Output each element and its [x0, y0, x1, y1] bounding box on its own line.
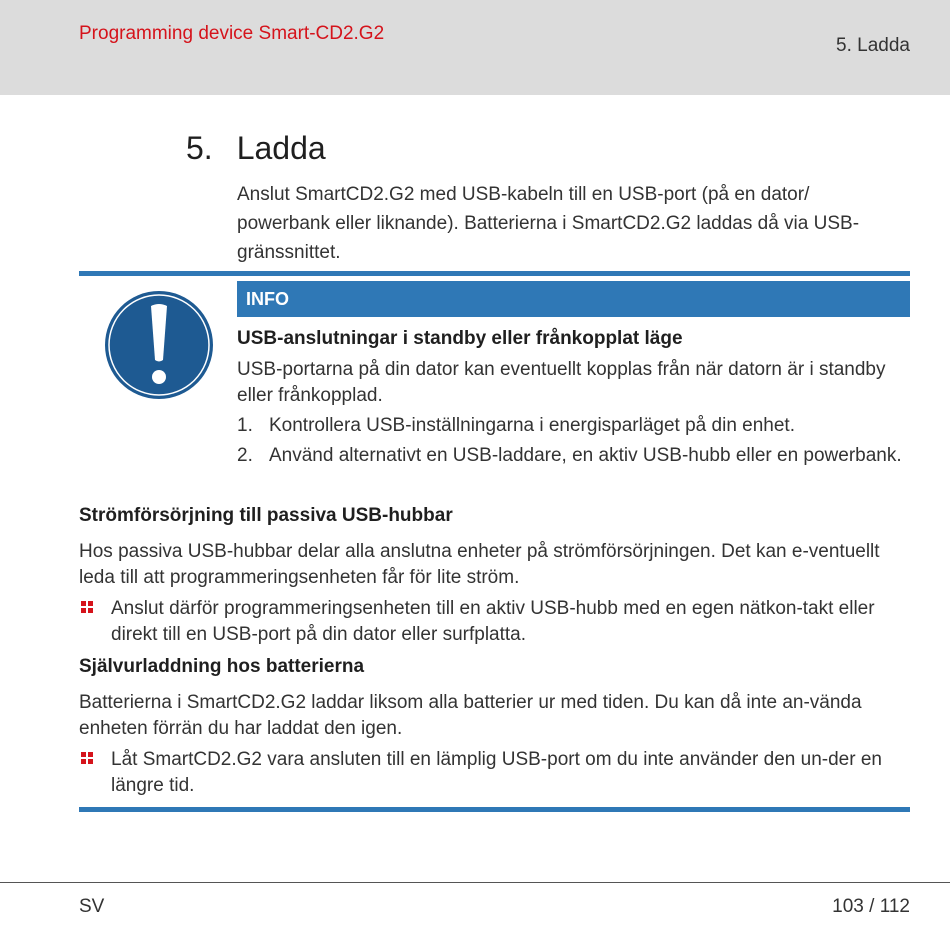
section-label: 5. Ladda — [836, 35, 910, 56]
bullet-text: Låt SmartCD2.G2 vara ansluten till en lämplig USB-port om du inte använder den un-der en längre tid. — [111, 749, 882, 796]
exclamation-icon — [104, 290, 214, 400]
step-text: Kontrollera USB-inställningarna i energisparläget på din enhet. — [269, 415, 795, 436]
step-text: Använd alternativt en USB-laddare, en aktiv USB-hubb eller en powerbank. — [269, 445, 902, 466]
chapter-title: Ladda — [236, 130, 326, 166]
list-item — [79, 747, 910, 799]
page-number: 103 / 112 — [832, 896, 910, 917]
chapter-number: 5. — [186, 130, 213, 166]
step-list — [237, 413, 910, 473]
section-title-power: Strömförsörjning till passiva USB-hubbar — [79, 505, 453, 526]
footer-language: SV — [79, 896, 105, 917]
list-item — [79, 596, 910, 648]
section-text-selfdischarge: Batterierna i SmartCD2.G2 laddar liksom alla batterier ur med tiden. Du kan då inte an-vända enheten förrän du har laddat den igen. — [79, 692, 862, 739]
info-text: USB-portarna på din dator kan eventuellt kopplas från när datorn är i standby eller frånkopplad. — [237, 359, 886, 406]
chapter-intro: Anslut SmartCD2.G2 med USB-kabeln till en USB-port (på en dator/ powerbank eller liknande). Batterierna i SmartCD2.G2 laddas då via USB-gränssnittet. — [237, 184, 860, 263]
info-bottom-rule — [79, 807, 910, 812]
bullet-marker-icon — [79, 596, 111, 622]
info-label: INFO — [237, 281, 910, 317]
bullet-text: Anslut därför programmeringsenheten till en aktiv USB-hubb med en egen nätkon-takt eller direkt till en USB-port på din dator eller surfplatta. — [111, 598, 875, 645]
section-text-power: Hos passiva USB-hubbar delar alla anslutna enheter på strömförsörjningen. Det kan e-ventuellt leda till att programmeringsenheten får för lite ström. — [79, 541, 880, 588]
info-subtitle: USB-anslutningar i standby eller frånkopplat läge — [237, 328, 683, 349]
step-number: 2. — [237, 445, 253, 466]
list-item — [237, 443, 910, 469]
chapter-heading — [186, 130, 326, 167]
step-number: 1. — [237, 415, 253, 436]
list-item — [237, 413, 910, 439]
footer-divider — [0, 882, 950, 883]
info-top-rule — [79, 271, 910, 276]
section-title-selfdischarge: Självurladdning hos batterierna — [79, 656, 365, 677]
page-header — [0, 0, 950, 95]
bullet-marker-icon — [79, 747, 111, 773]
document-title: Programming device Smart-CD2.G2 — [79, 23, 385, 44]
